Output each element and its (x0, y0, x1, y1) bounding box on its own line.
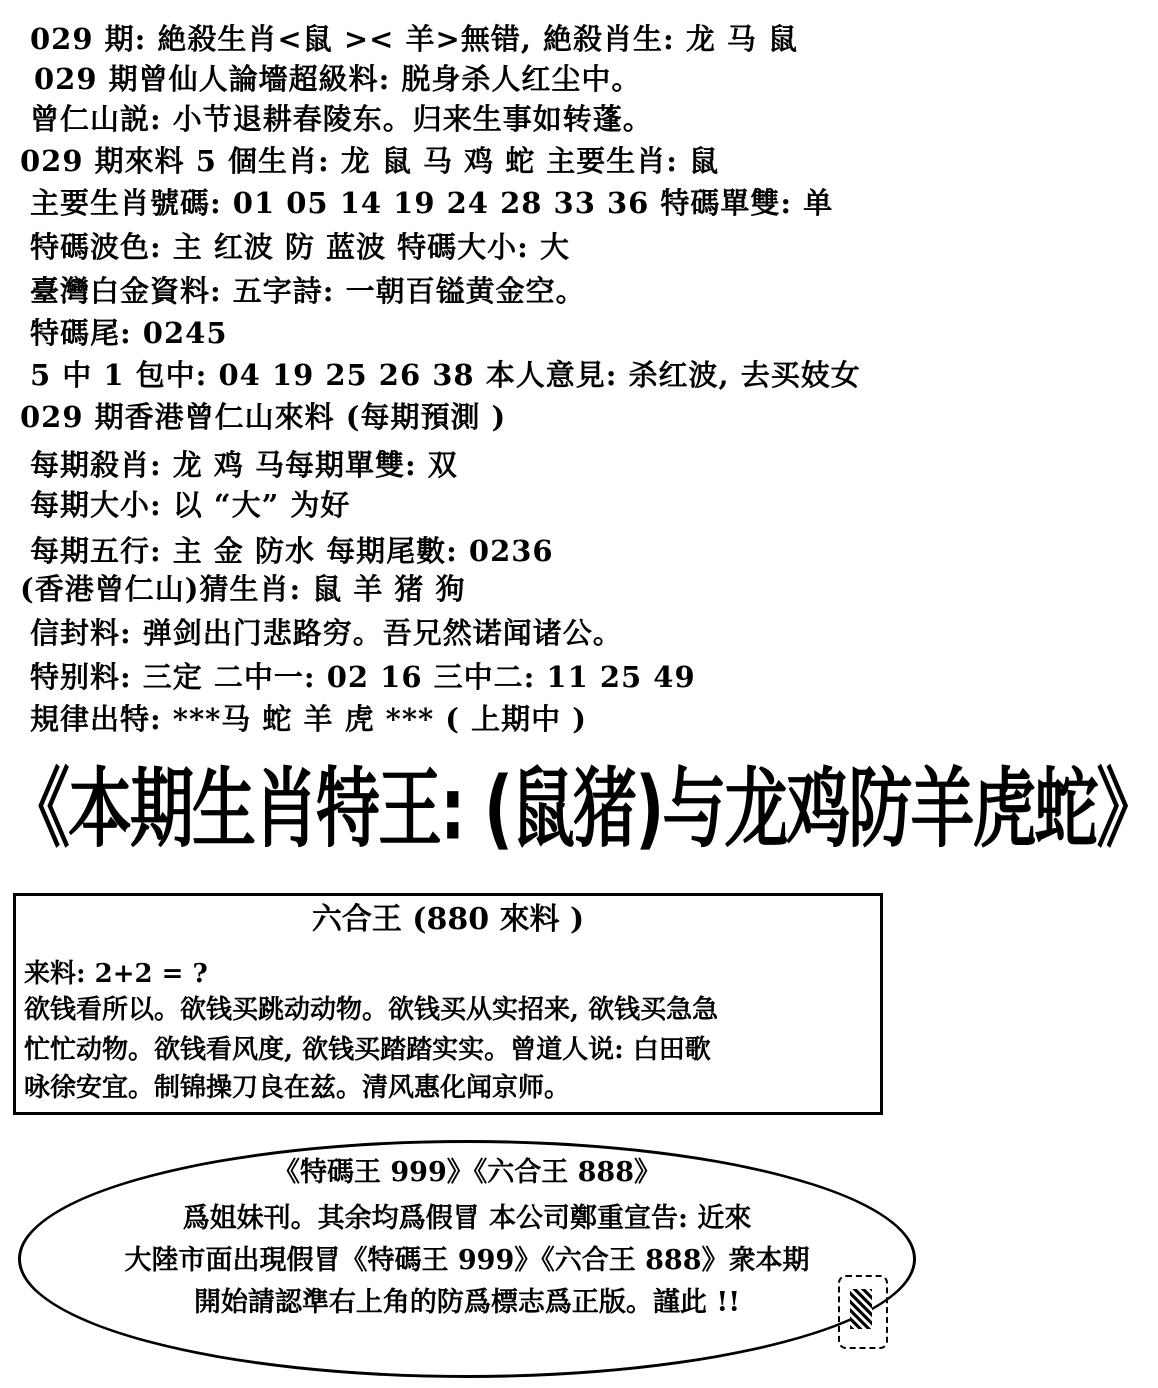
info-line: 029 期曾仙人論墻超級料: 脱身杀人红尘中。 (34, 62, 642, 96)
notice-ellipse (18, 1140, 916, 1378)
notice-line: 開始請認準右上角的防爲標志爲正版。謹此 !! (193, 1287, 741, 1318)
box-line: 咏徐安宜。制锦操刀良在兹。清风惠化闻京师。 (24, 1073, 571, 1103)
info-line: 曾仁山説: 小节退耕春陵东。归来生事如转蓬。 (30, 102, 653, 136)
info-line: 規律出特: ***马 蛇 羊 虎 *** ( 上期中 ) (30, 702, 587, 736)
box-line: 欲钱看所以。欲钱买跳动动物。欲钱买从实招来, 欲钱买急急 (24, 995, 719, 1025)
info-line: 特别料: 三定 二中一: 02 16 三中二: 11 25 49 (30, 660, 696, 694)
info-line: 信封料: 弹剑出门悲路穷。吾兄然诺闻诸公。 (30, 616, 623, 650)
info-line: 每期大小: 以 “大” 为好 (30, 488, 351, 522)
info-line: 029 期香港曾仁山來料 (每期預測 ) (20, 400, 507, 434)
liuhewang-box (13, 893, 883, 1115)
headline-banner: 《本期生肖特王: (鼠猪)与龙鸡防羊虎蛇》 (6, 760, 1158, 860)
info-line: 臺灣白金資料: 五字詩: 一朝百镒黄金空。 (30, 274, 586, 308)
box-line: 忙忙动物。欲钱看风度, 欲钱买踏踏实实。曾道人说: 白田歌 (24, 1035, 711, 1065)
notice-line: 爲姐妹刊。其余均爲假冒 本公司鄭重宣告: 近來 (182, 1203, 752, 1234)
info-line: (香港曾仁山)猜生肖: 鼠 羊 猪 狗 (20, 572, 466, 606)
info-line: 特碼波色: 主 红波 防 蓝波 特碼大小: 大 (30, 230, 570, 264)
info-line: 029 期: 絶殺生肖<鼠 >< 羊>無错, 絶殺肖生: 龙 马 鼠 (30, 22, 799, 56)
info-line: 主要生肖號碼: 01 05 14 19 24 28 33 36 特碼單雙: 单 (30, 186, 834, 220)
info-line: 特碼尾: 0245 (30, 316, 228, 350)
info-line: 029 期來料 5 個生肖: 龙 鼠 马 鸡 蛇 主要生肖: 鼠 (20, 144, 720, 178)
notice-line: 《特碼王 999》《六合王 888》 (272, 1157, 662, 1188)
notice-line: 大陸市面出現假冒《特碼王 999》《六合王 888》衆本期 (124, 1245, 810, 1276)
authenticity-stamp-icon (838, 1275, 888, 1349)
box-line: 来料: 2+2 = ? (24, 959, 208, 989)
info-line: 5 中 1 包中: 04 19 25 26 38 本人意見: 杀红波, 去买妓女 (30, 358, 861, 392)
box-title: 六合王 (880 來料 ) (311, 902, 585, 937)
info-line: 每期殺肖: 龙 鸡 马每期單雙: 双 (30, 448, 458, 482)
info-line: 每期五行: 主 金 防水 每期尾數: 0236 (30, 534, 554, 568)
